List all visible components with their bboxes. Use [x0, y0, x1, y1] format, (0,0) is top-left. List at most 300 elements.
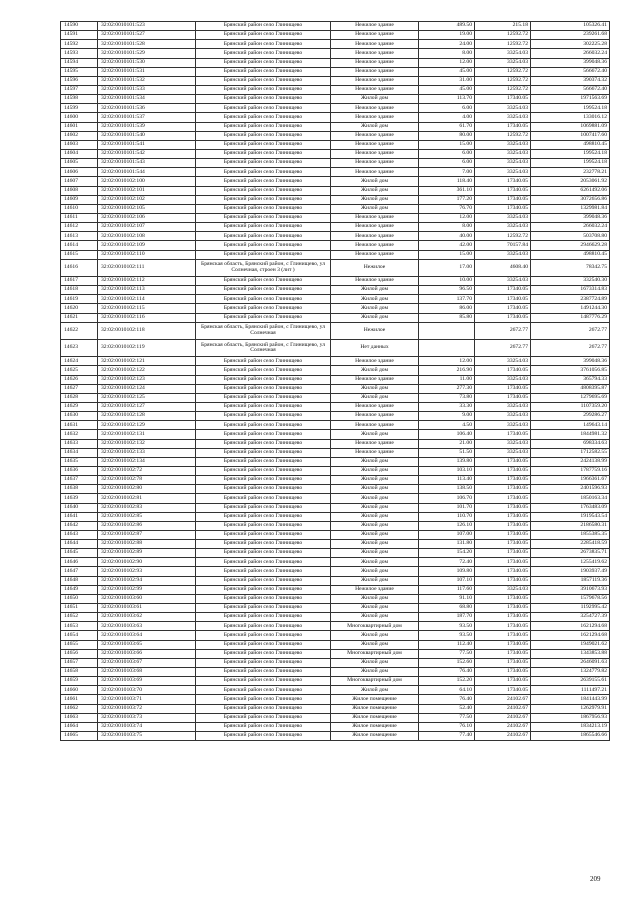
cell-unit-value: 33254.03 — [475, 250, 531, 259]
cell-cadastral-value: 3910673.93 — [531, 585, 610, 594]
cell-address: Брянский район село Глинищево — [196, 421, 331, 430]
cell-area: 177.20 — [419, 195, 475, 204]
cell-area: 76.10 — [419, 722, 475, 731]
cell-cadastral-number: 32:02:0010102:112 — [98, 276, 196, 285]
cell-object-type: Жилой дом — [331, 558, 419, 567]
cell-address: Брянский район село Глинищево — [196, 149, 331, 158]
cell-unit-value: 33254.03 — [475, 168, 531, 177]
cell-row-number: 14655 — [61, 640, 98, 649]
cell-cadastral-value: 399048.36 — [531, 213, 610, 222]
cell-address: Брянский район село Глинищево — [196, 677, 331, 686]
cell-area: 106.40 — [419, 430, 475, 439]
cell-row-number: 14661 — [61, 695, 98, 704]
cell-row-number: 14665 — [61, 732, 98, 741]
cell-unit-value: 17340.05 — [475, 485, 531, 494]
cell-row-number: 14619 — [61, 295, 98, 304]
cell-object-type: Жилое помещение — [331, 713, 419, 722]
cell-unit-value: 17340.05 — [475, 512, 531, 521]
cell-unit-value: 17340.05 — [475, 677, 531, 686]
cell-object-type: Жилой дом — [331, 549, 419, 558]
cell-row-number: 14636 — [61, 466, 98, 475]
table-row — [61, 448, 610, 457]
table-row — [61, 512, 610, 521]
cell-address: Брянский район село Глинищево — [196, 366, 331, 375]
cell-address: Брянский район село Глинищево — [196, 558, 331, 567]
cell-row-number: 14623 — [61, 339, 98, 356]
cell-cadastral-value: 2186580.31 — [531, 521, 610, 530]
cell-cadastral-value: 299286.27 — [531, 412, 610, 421]
table-row — [61, 85, 610, 94]
cell-address: Брянский район село Глинищево — [196, 476, 331, 485]
cell-row-number: 14601 — [61, 122, 98, 131]
cell-area: 8.00 — [419, 223, 475, 232]
cell-unit-value: 33254.03 — [475, 58, 531, 67]
cell-cadastral-value: 332540.30 — [531, 276, 610, 285]
cell-cadastral-number: 32:02:0010102:119 — [98, 339, 196, 356]
table-row — [61, 204, 610, 213]
cell-row-number: 14630 — [61, 412, 98, 421]
table-row — [61, 213, 610, 222]
cell-area: 117.60 — [419, 585, 475, 594]
cell-cadastral-value: 1007417.60 — [531, 131, 610, 140]
cell-cadastral-number: 32:02:0010101:541 — [98, 140, 196, 149]
cell-object-type: Многоквартирный дом — [331, 677, 419, 686]
cell-row-number: 14611 — [61, 213, 98, 222]
cell-address: Брянский район село Глинищево — [196, 631, 331, 640]
table-row — [61, 232, 610, 241]
cell-address: Брянский район село Глинищево — [196, 241, 331, 250]
table-row — [61, 76, 610, 85]
cell-unit-value: 12592.72 — [475, 131, 531, 140]
cell-object-type: Нежилое здание — [331, 58, 419, 67]
cell-object-type: Нежилое здание — [331, 67, 419, 76]
cell-row-number: 14602 — [61, 131, 98, 140]
cell-area: 277.30 — [419, 384, 475, 393]
cell-object-type: Нежилое здание — [331, 22, 419, 31]
cell-cadastral-number: 32:02:0010103:64 — [98, 631, 196, 640]
cell-row-number: 14627 — [61, 384, 98, 393]
cell-area: 21.00 — [419, 439, 475, 448]
table-row — [61, 585, 610, 594]
cell-cadastral-number: 32:02:0010103:68 — [98, 668, 196, 677]
cell-object-type: Жилой дом — [331, 95, 419, 104]
cell-unit-value: 17340.05 — [475, 622, 531, 631]
cell-object-type: Нежилое — [331, 322, 419, 339]
cell-object-type: Нежилое здание — [331, 85, 419, 94]
table-row — [61, 304, 610, 313]
cell-cadastral-number: 32:02:0010103:70 — [98, 686, 196, 695]
cell-area: 15.00 — [419, 140, 475, 149]
cell-object-type: Жилой дом — [331, 122, 419, 131]
cell-cadastral-value: 2424138.99 — [531, 457, 610, 466]
cell-area: 107.00 — [419, 530, 475, 539]
table-row — [61, 113, 610, 122]
cell-address: Брянский район село Глинищево — [196, 613, 331, 622]
cell-object-type: Нежилое здание — [331, 140, 419, 149]
cell-unit-value: 17340.05 — [475, 295, 531, 304]
cell-cadastral-number: 32:02:0010102:122 — [98, 366, 196, 375]
cell-cadastral-number: 32:02:0010101:542 — [98, 149, 196, 158]
table-row — [61, 58, 610, 67]
table-body — [61, 22, 610, 741]
cell-cadastral-value: 1834213.19 — [531, 722, 610, 731]
table-row — [61, 177, 610, 186]
cell-area: 45.00 — [419, 67, 475, 76]
cell-row-number: 14609 — [61, 195, 98, 204]
cell-cadastral-value: 365794.33 — [531, 375, 610, 384]
cell-area: 6.00 — [419, 149, 475, 158]
cell-cadastral-value: 1343853.88 — [531, 649, 610, 658]
table-row — [61, 613, 610, 622]
cell-address: Брянский район село Глинищево — [196, 22, 331, 31]
cell-area: 52.40 — [419, 704, 475, 713]
cell-area: 93.50 — [419, 631, 475, 640]
cell-address: Брянский район село Глинищево — [196, 177, 331, 186]
cell-area: 113.70 — [419, 95, 475, 104]
table-row — [61, 22, 610, 31]
cell-address: Брянский район село Глинищево — [196, 223, 331, 232]
cell-address: Брянский район село Глинищево — [196, 658, 331, 667]
cell-object-type: Нет данных — [331, 339, 419, 356]
cell-address: Брянский район село Глинищево — [196, 393, 331, 402]
cell-row-number: 14624 — [61, 357, 98, 366]
cell-area: 91.10 — [419, 594, 475, 603]
cell-address: Брянский район село Глинищево — [196, 567, 331, 576]
cell-cadastral-number: 32:02:0010103:62 — [98, 613, 196, 622]
cell-cadastral-number: 32:02:0010102:94 — [98, 576, 196, 585]
cell-area: 6.00 — [419, 104, 475, 113]
cell-address: Брянский район село Глинищево — [196, 276, 331, 285]
cell-cadastral-number: 32:02:0010102:125 — [98, 393, 196, 402]
cell-unit-value: 17340.05 — [475, 668, 531, 677]
cell-area — [419, 322, 475, 339]
cell-object-type: Жилой дом — [331, 613, 419, 622]
cell-unit-value: 33254.03 — [475, 585, 531, 594]
cell-row-number: 14618 — [61, 286, 98, 295]
cell-cadastral-number: 32:02:0010102:121 — [98, 357, 196, 366]
cell-unit-value: 33254.03 — [475, 223, 531, 232]
table-row — [61, 668, 610, 677]
cell-cadastral-value: 1069881.09 — [531, 122, 610, 131]
cell-cadastral-number: 32:02:0010102:81 — [98, 494, 196, 503]
cell-address: Брянский район село Глинищево — [196, 430, 331, 439]
cell-area: 152.20 — [419, 677, 475, 686]
table-row — [61, 732, 610, 741]
cell-row-number: 14606 — [61, 168, 98, 177]
cell-object-type: Нежилое здание — [331, 250, 419, 259]
cell-object-type: Многоквартирный дом — [331, 622, 419, 631]
cell-address: Брянский район село Глинищево — [196, 439, 331, 448]
cell-cadastral-value: 2387724.89 — [531, 295, 610, 304]
cell-address: Брянский район село Глинищево — [196, 704, 331, 713]
cell-area: 137.70 — [419, 295, 475, 304]
cell-unit-value: 12592.72 — [475, 85, 531, 94]
cell-cadastral-number: 32:02:0010103:69 — [98, 677, 196, 686]
cell-unit-value: 33254.03 — [475, 375, 531, 384]
cell-object-type: Жилое помещение — [331, 704, 419, 713]
cell-row-number: 14596 — [61, 76, 98, 85]
cell-row-number: 14654 — [61, 631, 98, 640]
cell-cadastral-value: 4808395.87 — [531, 384, 610, 393]
cell-cadastral-number: 32:02:0010102:108 — [98, 232, 196, 241]
cell-row-number: 14644 — [61, 540, 98, 549]
cell-unit-value: 33254.03 — [475, 357, 531, 366]
cell-address: Брянский район село Глинищево — [196, 713, 331, 722]
cell-object-type: Жилой дом — [331, 204, 419, 213]
cell-object-type: Нежилое — [331, 259, 419, 276]
cell-address: Брянский район село Глинищево — [196, 640, 331, 649]
cell-unit-value: 12592.72 — [475, 76, 531, 85]
cell-unit-value: 17340.05 — [475, 195, 531, 204]
table-row — [61, 640, 610, 649]
cell-unit-value: 17340.05 — [475, 503, 531, 512]
cell-object-type: Жилой дом — [331, 604, 419, 613]
table-row — [61, 195, 610, 204]
cell-area: 489.50 — [419, 22, 475, 31]
cell-address: Брянский район село Глинищево — [196, 668, 331, 677]
cell-area: 93.50 — [419, 622, 475, 631]
cell-address: Брянский район село Глинищево — [196, 204, 331, 213]
cell-area: 45.00 — [419, 85, 475, 94]
cell-cadastral-number: 32:02:0010102:118 — [98, 322, 196, 339]
cell-unit-value: 17340.05 — [475, 649, 531, 658]
cell-address: Брянский район село Глинищево — [196, 295, 331, 304]
cell-area: 31.00 — [419, 76, 475, 85]
cell-row-number: 14625 — [61, 366, 98, 375]
cell-address: Брянский район село Глинищево — [196, 31, 331, 40]
cell-row-number: 14628 — [61, 393, 98, 402]
cell-cadastral-value: 498810.45 — [531, 140, 610, 149]
cell-row-number: 14639 — [61, 494, 98, 503]
cell-row-number: 14651 — [61, 604, 98, 613]
cell-address: Брянский район село Глинищево — [196, 232, 331, 241]
cell-address: Брянский район село Глинищево — [196, 195, 331, 204]
cell-cadastral-number: 32:02:0010102:132 — [98, 439, 196, 448]
table-row — [61, 393, 610, 402]
cell-object-type: Нежилое здание — [331, 159, 419, 168]
cell-cadastral-number: 32:02:0010102:87 — [98, 530, 196, 539]
cell-address: Брянский район село Глинищево — [196, 95, 331, 104]
cell-unit-value: 17340.05 — [475, 567, 531, 576]
cell-area: 187.70 — [419, 613, 475, 622]
table-row — [61, 558, 610, 567]
cell-row-number: 14641 — [61, 512, 98, 521]
cell-cadastral-number: 32:02:0010101:539 — [98, 122, 196, 131]
cell-address: Брянский район село Глинищево — [196, 304, 331, 313]
cell-cadastral-number: 32:02:0010101:531 — [98, 67, 196, 76]
cell-object-type: Жилой дом — [331, 668, 419, 677]
cell-cadastral-value: 1841443.99 — [531, 695, 610, 704]
table-row — [61, 476, 610, 485]
table-row — [61, 276, 610, 285]
cell-row-number: 14616 — [61, 259, 98, 276]
cell-address: Брянский район село Глинищево — [196, 649, 331, 658]
cell-area: 80.00 — [419, 131, 475, 140]
cell-cadastral-number: 32:02:0010102:115 — [98, 304, 196, 313]
cell-object-type: Жилой дом — [331, 466, 419, 475]
cell-unit-value: 17340.05 — [475, 604, 531, 613]
cell-cadastral-value: 2946629.28 — [531, 241, 610, 250]
cell-object-type: Жилой дом — [331, 540, 419, 549]
cell-cadastral-value: 302225.28 — [531, 40, 610, 49]
cell-area: 139.80 — [419, 457, 475, 466]
cell-unit-value: 12592.72 — [475, 67, 531, 76]
cell-area: 77.50 — [419, 649, 475, 658]
cell-unit-value: 17340.05 — [475, 558, 531, 567]
cell-address: Брянский район село Глинищево — [196, 521, 331, 530]
table-row — [61, 339, 610, 356]
cell-object-type: Нежилое здание — [331, 49, 419, 58]
cell-cadastral-number: 32:02:0010102:102 — [98, 195, 196, 204]
table-row — [61, 104, 610, 113]
cell-unit-value: 17340.05 — [475, 393, 531, 402]
cell-unit-value: 17340.05 — [475, 177, 531, 186]
cell-object-type: Жилой дом — [331, 393, 419, 402]
cell-unit-value: 24102.67 — [475, 722, 531, 731]
cell-cadastral-value: 1865546.66 — [531, 732, 610, 741]
cell-unit-value: 33254.03 — [475, 402, 531, 411]
cell-cadastral-number: 32:02:0010102:99 — [98, 585, 196, 594]
cell-cadastral-value: 78342.75 — [531, 259, 610, 276]
cell-cadastral-number: 32:02:0010102:129 — [98, 421, 196, 430]
cell-address: Брянский район село Глинищево — [196, 122, 331, 131]
cell-unit-value: 24102.67 — [475, 732, 531, 741]
cell-address: Брянский район село Глинищево — [196, 412, 331, 421]
table-row — [61, 259, 610, 276]
cell-unit-value: 33254.03 — [475, 213, 531, 222]
table-row — [61, 49, 610, 58]
cell-cadastral-value: 1712582.55 — [531, 448, 610, 457]
cell-area: 9.00 — [419, 412, 475, 421]
cell-unit-value: 17340.05 — [475, 366, 531, 375]
table-row — [61, 576, 610, 585]
cell-unit-value: 17340.05 — [475, 549, 531, 558]
cell-cadastral-value: 566672.40 — [531, 67, 610, 76]
cell-cadastral-number: 32:02:0010103:71 — [98, 695, 196, 704]
cell-object-type: Нежилое здание — [331, 131, 419, 140]
cell-row-number: 14599 — [61, 104, 98, 113]
cell-address: Брянский район село Глинищево — [196, 85, 331, 94]
cell-cadastral-number: 32:02:0010102:93 — [98, 567, 196, 576]
cell-area: 118.40 — [419, 177, 475, 186]
cell-row-number: 14633 — [61, 439, 98, 448]
cell-cadastral-number: 32:02:0010101:532 — [98, 76, 196, 85]
cell-cadastral-value: 266032.24 — [531, 223, 610, 232]
cell-address: Брянский район село Глинищево — [196, 540, 331, 549]
cell-area: 8.00 — [419, 49, 475, 58]
cell-object-type: Нежилое здание — [331, 213, 419, 222]
cell-cadastral-value: 2673835.71 — [531, 549, 610, 558]
cell-cadastral-value: 1621294.68 — [531, 631, 610, 640]
cell-cadastral-number: 32:02:0010103:65 — [98, 640, 196, 649]
cell-row-number: 14650 — [61, 594, 98, 603]
cell-cadastral-value: 1255419.62 — [531, 558, 610, 567]
cell-row-number: 14646 — [61, 558, 98, 567]
cell-cadastral-number: 32:02:0010103:60 — [98, 594, 196, 603]
table-row — [61, 631, 610, 640]
cell-row-number: 14657 — [61, 658, 98, 667]
cell-row-number: 14664 — [61, 722, 98, 731]
cell-area — [419, 339, 475, 356]
cell-unit-value: 17340.05 — [475, 594, 531, 603]
cell-unit-value: 12592.72 — [475, 40, 531, 49]
cell-row-number: 14603 — [61, 140, 98, 149]
cell-row-number: 14591 — [61, 31, 98, 40]
cell-object-type: Нежилое здание — [331, 412, 419, 421]
cell-address: Брянский район село Глинищево — [196, 58, 331, 67]
cell-address: Брянский район село Глинищево — [196, 76, 331, 85]
cell-row-number: 14590 — [61, 22, 98, 31]
table-row — [61, 567, 610, 576]
cell-area: 76.40 — [419, 695, 475, 704]
cell-object-type: Нежилое здание — [331, 76, 419, 85]
table-row — [61, 140, 610, 149]
cell-row-number: 14645 — [61, 549, 98, 558]
table-row — [61, 366, 610, 375]
cell-row-number: 14631 — [61, 421, 98, 430]
cell-object-type: Жилой дом — [331, 658, 419, 667]
cell-unit-value: 33254.03 — [475, 448, 531, 457]
cell-area: 152.60 — [419, 658, 475, 667]
cell-cadastral-value: 105326.41 — [531, 22, 610, 31]
cell-address: Брянский район село Глинищево — [196, 594, 331, 603]
cell-address: Брянский район село Глинищево — [196, 686, 331, 695]
table-row — [61, 412, 610, 421]
cell-cadastral-value: 6261492.06 — [531, 186, 610, 195]
cell-cadastral-value: 1107359.20 — [531, 402, 610, 411]
cell-cadastral-value: 566672.40 — [531, 85, 610, 94]
cell-cadastral-number: 32:02:0010102:114 — [98, 295, 196, 304]
cell-row-number: 14648 — [61, 576, 98, 585]
cell-cadastral-value: 232778.21 — [531, 168, 610, 177]
table-row — [61, 250, 610, 259]
cell-object-type: Нежилое здание — [331, 31, 419, 40]
cell-area: 361.10 — [419, 186, 475, 195]
cell-cadastral-value: 1787759.16 — [531, 466, 610, 475]
table-row — [61, 295, 610, 304]
cell-object-type: Нежилое здание — [331, 439, 419, 448]
cell-row-number: 14629 — [61, 402, 98, 411]
cell-address: Брянский район село Глинищево — [196, 286, 331, 295]
cell-cadastral-number: 32:02:0010103:67 — [98, 658, 196, 667]
cell-cadastral-number: 32:02:0010102:127 — [98, 402, 196, 411]
cell-cadastral-number: 32:02:0010102:123 — [98, 375, 196, 384]
cell-cadastral-number: 32:02:0010101:540 — [98, 131, 196, 140]
cell-unit-value: 215.18 — [475, 22, 531, 31]
table-row — [61, 622, 610, 631]
cell-area: 216.90 — [419, 366, 475, 375]
cell-address: Брянский район село Глинищево — [196, 576, 331, 585]
table-row — [61, 494, 610, 503]
table-row — [61, 131, 610, 140]
table-row — [61, 159, 610, 168]
cell-object-type: Нежилое здание — [331, 104, 419, 113]
cell-object-type: Жилой дом — [331, 286, 419, 295]
cell-cadastral-value: 1857119.36 — [531, 576, 610, 585]
cell-unit-value: 24102.67 — [475, 704, 531, 713]
cell-area: 113.40 — [419, 476, 475, 485]
cell-row-number: 14605 — [61, 159, 98, 168]
cell-cadastral-number: 32:02:0010102:101 — [98, 186, 196, 195]
cell-cadastral-number: 32:02:0010101:543 — [98, 159, 196, 168]
cell-object-type: Нежилое здание — [331, 402, 419, 411]
cell-object-type: Жилой дом — [331, 576, 419, 585]
cell-cadastral-number: 32:02:0010102:105 — [98, 204, 196, 213]
cell-row-number: 14647 — [61, 567, 98, 576]
cell-address: Брянский район село Глинищево — [196, 186, 331, 195]
cell-cadastral-number: 32:02:0010101:530 — [98, 58, 196, 67]
cell-cadastral-number: 32:02:0010103:74 — [98, 722, 196, 731]
